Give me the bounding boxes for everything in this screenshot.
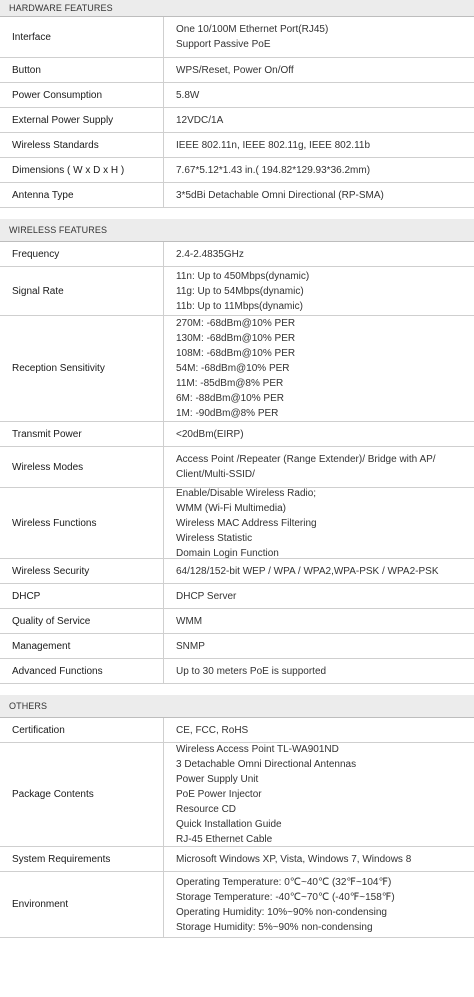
spec-value-line: Power Supply Unit (176, 774, 259, 785)
spec-value (164, 743, 474, 846)
spec-value-line: 108M: -68dBm@10% PER (176, 348, 296, 359)
spec-value (164, 659, 474, 683)
spec-value-line: 5.8W (176, 89, 200, 101)
spec-label: Wireless Standards (0, 133, 164, 157)
spec-value-line: Up to 30 meters PoE is supported (176, 665, 327, 677)
spec-label: Certification (0, 718, 164, 742)
spec-value-line: Quick Installation Guide (176, 819, 282, 830)
spec-value (164, 872, 474, 937)
spec-label: Signal Rate (0, 267, 164, 315)
spec-row (0, 488, 474, 559)
spec-value-line: Wireless Statistic (176, 532, 253, 544)
spec-label: Interface (0, 17, 164, 57)
spec-value-line: 64/128/152-bit WEP / WPA / WPA2,WPA-PSK / WPA2-PSK (176, 565, 439, 577)
spec-row (0, 559, 474, 584)
spec-label: Dimensions ( W x D x H ) (0, 158, 164, 182)
spec-value-line: WMM (176, 615, 203, 627)
spec-value (164, 158, 474, 182)
spec-label: Wireless Security (0, 559, 164, 583)
spec-value (164, 488, 474, 558)
spec-label: DHCP (0, 584, 164, 608)
spec-value-line: DHCP Server (176, 590, 237, 602)
spec-value (164, 447, 474, 487)
spec-value (164, 58, 474, 82)
spec-value-line: Enable/Disable Wireless Radio; (176, 487, 317, 499)
spec-label: Environment (0, 872, 164, 937)
spec-row (0, 108, 474, 133)
spec-label: Power Consumption (0, 83, 164, 107)
spec-row (0, 242, 474, 267)
spec-row (0, 872, 474, 938)
spec-row (0, 609, 474, 634)
spec-label: System Requirements (0, 847, 164, 871)
spec-row (0, 718, 474, 743)
spec-row (0, 422, 474, 447)
spec-value-line: One 10/100M Ethernet Port(RJ45) (176, 24, 329, 35)
spec-value-line: Microsoft Windows XP, Vista, Windows 7, Windows 8 (176, 853, 412, 865)
section-spacer (0, 684, 474, 695)
spec-value-line: 3*5dBi Detachable Omni Directional (RP-SMA) (176, 189, 384, 201)
spec-value (164, 559, 474, 583)
spec-value (164, 133, 474, 157)
spec-value-line: 6M: -88dBm@10% PER (176, 393, 284, 404)
spec-value-line: Storage Temperature: -40℃~70℃ (-40℉~158℉) (176, 891, 395, 903)
spec-label: Advanced Functions (0, 659, 164, 683)
spec-label: Management (0, 634, 164, 658)
spec-value-line: Wireless MAC Address Filtering (176, 517, 317, 529)
spec-value-line: Access Point /Repeater (Range Extender)/ Bridge with AP/ Client/Multi-SSID/ (176, 454, 436, 480)
section-title: HARDWARE FEATURES (0, 0, 474, 17)
spec-value (164, 422, 474, 446)
spec-row (0, 17, 474, 58)
spec-value (164, 634, 474, 658)
spec-label: Frequency (0, 242, 164, 266)
spec-value-line: 11g: Up to 54Mbps(dynamic) (176, 285, 304, 297)
spec-value-line: Support Passive PoE (176, 39, 271, 50)
spec-value-line: 2.4-2.4835GHz (176, 248, 244, 260)
spec-label: Button (0, 58, 164, 82)
spec-value-line: RJ-45 Ethernet Cable (176, 834, 273, 845)
spec-row (0, 743, 474, 847)
spec-label: Transmit Power (0, 422, 164, 446)
spec-value (164, 584, 474, 608)
spec-value (164, 718, 474, 742)
spec-value-line: SNMP (176, 640, 205, 652)
spec-value-line: Resource CD (176, 804, 237, 815)
spec-value-line: Wireless Access Point TL-WA901ND (176, 744, 339, 755)
section-title: WIRELESS FEATURES (0, 219, 474, 242)
spec-value-line: WMM (Wi-Fi Multimedia) (176, 502, 286, 514)
spec-value-line: 11b: Up to 11Mbps(dynamic) (176, 300, 303, 312)
spec-row (0, 267, 474, 316)
spec-value-line: 270M: -68dBm@10% PER (176, 318, 296, 329)
spec-value-line: Operating Temperature: 0℃~40℃ (32℉~104℉) (176, 876, 392, 888)
spec-value-line: 11n: Up to 450Mbps(dynamic) (176, 270, 310, 282)
spec-row (0, 133, 474, 158)
spec-label: External Power Supply (0, 108, 164, 132)
spec-value-line: 130M: -68dBm@10% PER (176, 333, 296, 344)
spec-value-line: <20dBm(EIRP) (176, 428, 244, 440)
spec-value (164, 183, 474, 207)
spec-value-line: 54M: -68dBm@10% PER (176, 363, 290, 374)
section-title: OTHERS (0, 695, 474, 718)
spec-value-line: 7.67*5.12*1.43 in.( 194.82*129.93*36.2mm) (176, 164, 371, 176)
spec-value-line: PoE Power Injector (176, 789, 262, 800)
spec-row (0, 584, 474, 609)
spec-value (164, 83, 474, 107)
spec-value-line: 3 Detachable Omni Directional Antennas (176, 759, 357, 770)
spec-row (0, 447, 474, 488)
spec-value-line: 11M: -85dBm@8% PER (176, 378, 284, 389)
spec-row (0, 847, 474, 872)
spec-row (0, 183, 474, 208)
spec-value-line: 1M: -90dBm@8% PER (176, 408, 279, 419)
spec-label: Wireless Modes (0, 447, 164, 487)
spec-value (164, 17, 474, 57)
spec-label: Wireless Functions (0, 488, 164, 558)
spec-value (164, 242, 474, 266)
spec-row (0, 316, 474, 422)
spec-value (164, 609, 474, 633)
spec-value (164, 847, 474, 871)
spec-label: Quality of Service (0, 609, 164, 633)
spec-value-line: Storage Humidity: 5%~90% non-condensing (176, 921, 373, 933)
spec-value (164, 316, 474, 421)
spec-value (164, 267, 474, 315)
spec-label: Package Contents (0, 743, 164, 846)
spec-row (0, 58, 474, 83)
spec-row (0, 659, 474, 684)
spec-row (0, 158, 474, 183)
spec-value (164, 108, 474, 132)
spec-label: Antenna Type (0, 183, 164, 207)
spec-value-line: 12VDC/1A (176, 114, 224, 126)
spec-value-line: Operating Humidity: 10%~90% non-condensing (176, 906, 387, 918)
section-spacer (0, 208, 474, 219)
spec-value-line: IEEE 802.11n, IEEE 802.11g, IEEE 802.11b (176, 139, 371, 151)
spec-row (0, 83, 474, 108)
spec-label: Reception Sensitivity (0, 316, 164, 421)
spec-row (0, 634, 474, 659)
spec-value-line: Domain Login Function (176, 547, 279, 559)
spec-value-line: CE, FCC, RoHS (176, 724, 249, 736)
spec-value-line: WPS/Reset, Power On/Off (176, 64, 294, 76)
